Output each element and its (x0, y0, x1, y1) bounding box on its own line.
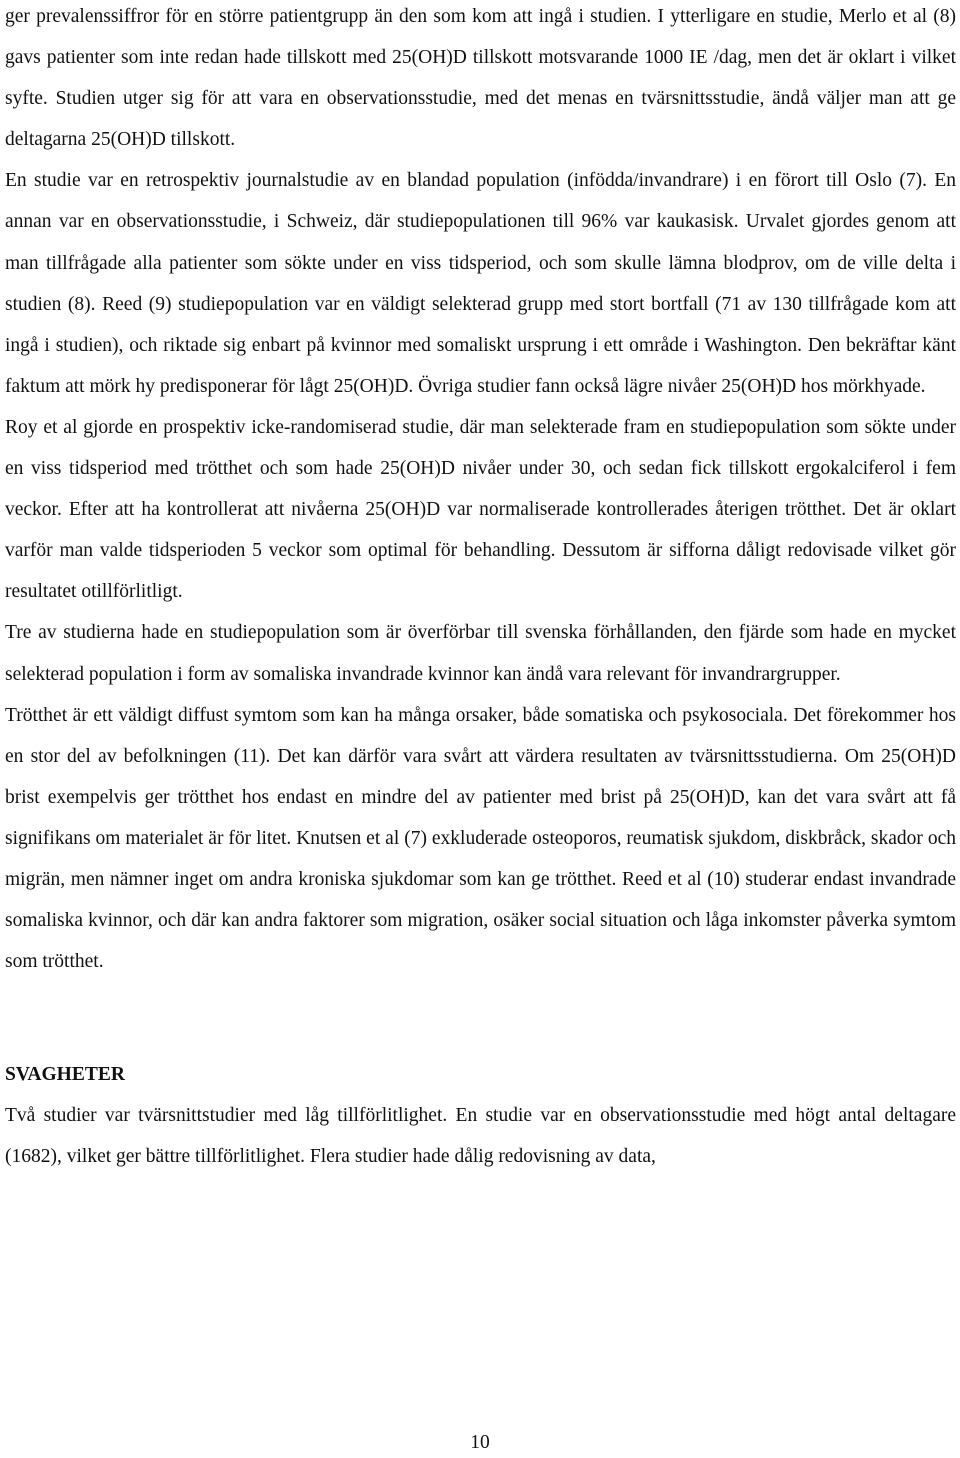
section-heading: SVAGHETER (5, 1064, 125, 1086)
body-paragraph-3: Roy et al gjorde en prospektiv icke-randomiserad studie, där man selekterade fram en studiepopulation som sökte under en viss tidsperiod med trötthet och som hade 25(OH)D nivåer under 30, och sedan fick tillskott ergokalciferol i fem veckor. Efter att ha kontrollerat att nivåerna 25(OH)D var normaliserade kontrollerades återigen trötthet. Det är oklart varför man valde tidsperioden 5 veckor som optimal för behandling. Dessutom är sifforna dåligt redovisade vilket gör resultatet otillförlitligt. (5, 416, 956, 603)
section-paragraph: Två studier var tvärsnittstudier med låg tillförlitlighet. En studie var en observationsstudie med högt antal deltagare (1682), vilket ger bättre tillförlitlighet. Flera studier hade dålig redovisning av data, (5, 1105, 956, 1168)
section-spacer (5, 982, 956, 1054)
body-paragraph-1: ger prevalenssiffror för en större patientgrupp än den som kom att ingå i studien. I ytterligare en studie, Merlo et al (8) gavs patienter som inte redan hade tillskott med 25(OH)D tillskott motsvarande 1000 IE /dag, men det är oklart i vilket syfte. Studien utger sig för att vara en observationsstudie, med det menas en tvärsnittsstudie, ändå väljer man att ge deltagarna 25(OH)D tillskott. (5, 6, 956, 151)
body-paragraph-2: En studie var en retrospektiv journalstudie av en blandad population (infödda/invandrare) i en förort till Oslo (7). En annan var en observationsstudie, i Schweiz, där studiepopulationen till 96% var kaukasisk. Urvalet gjordes genom att man tillfrågade alla patienter som sökte under en viss tidsperiod, och som skulle lämna blodprov, om de ville delta i studien (8). Reed (9) studiepopulation var en väldigt selekterad grupp med stort bortfall (71 av 130 tillfrågade kom att ingå i studien), och riktade sig enbart på kvinnor med somaliskt ursprung i ett område i Washington. Den bekräftar känt faktum att mörk hy predisponerar för lågt 25(OH)D. Övriga studier fann också lägre nivåer 25(OH)D hos mörkhyade. (5, 170, 956, 397)
body-paragraph-5: Trötthet är ett väldigt diffust symtom som kan ha många orsaker, både somatiska och psykosociala. Det förekommer hos en stor del av befolkningen (11). Det kan därför vara svårt att värdera resultaten av tvärsnittsstudierna. Om 25(OH)D brist exempelvis ger trötthet hos endast en mindre del av patienter med brist på 25(OH)D, kan det vara svårt att få signifikans om materialet är för litet. Knutsen et al (7) exkluderade osteoporos, reumatisk sjukdom, diskbråck, skador och migrän, men nämner inget om andra kroniska sjukdomar som kan ge trötthet. Reed et al (10) studerar endast invandrade somaliska kvinnor, och där kan andra faktorer som migration, osäker social situation och låga inkomster påverka symtom som trötthet. (5, 704, 956, 973)
body-paragraph-4: Tre av studierna hade en studiepopulation som är överförbar till svenska förhållanden, den fjärde som hade en mycket selekterad population i form av somaliska invandrade kvinnor kan ändå vara relevant för invandrargrupper. (5, 622, 956, 685)
page-number: 10 (470, 1432, 490, 1453)
